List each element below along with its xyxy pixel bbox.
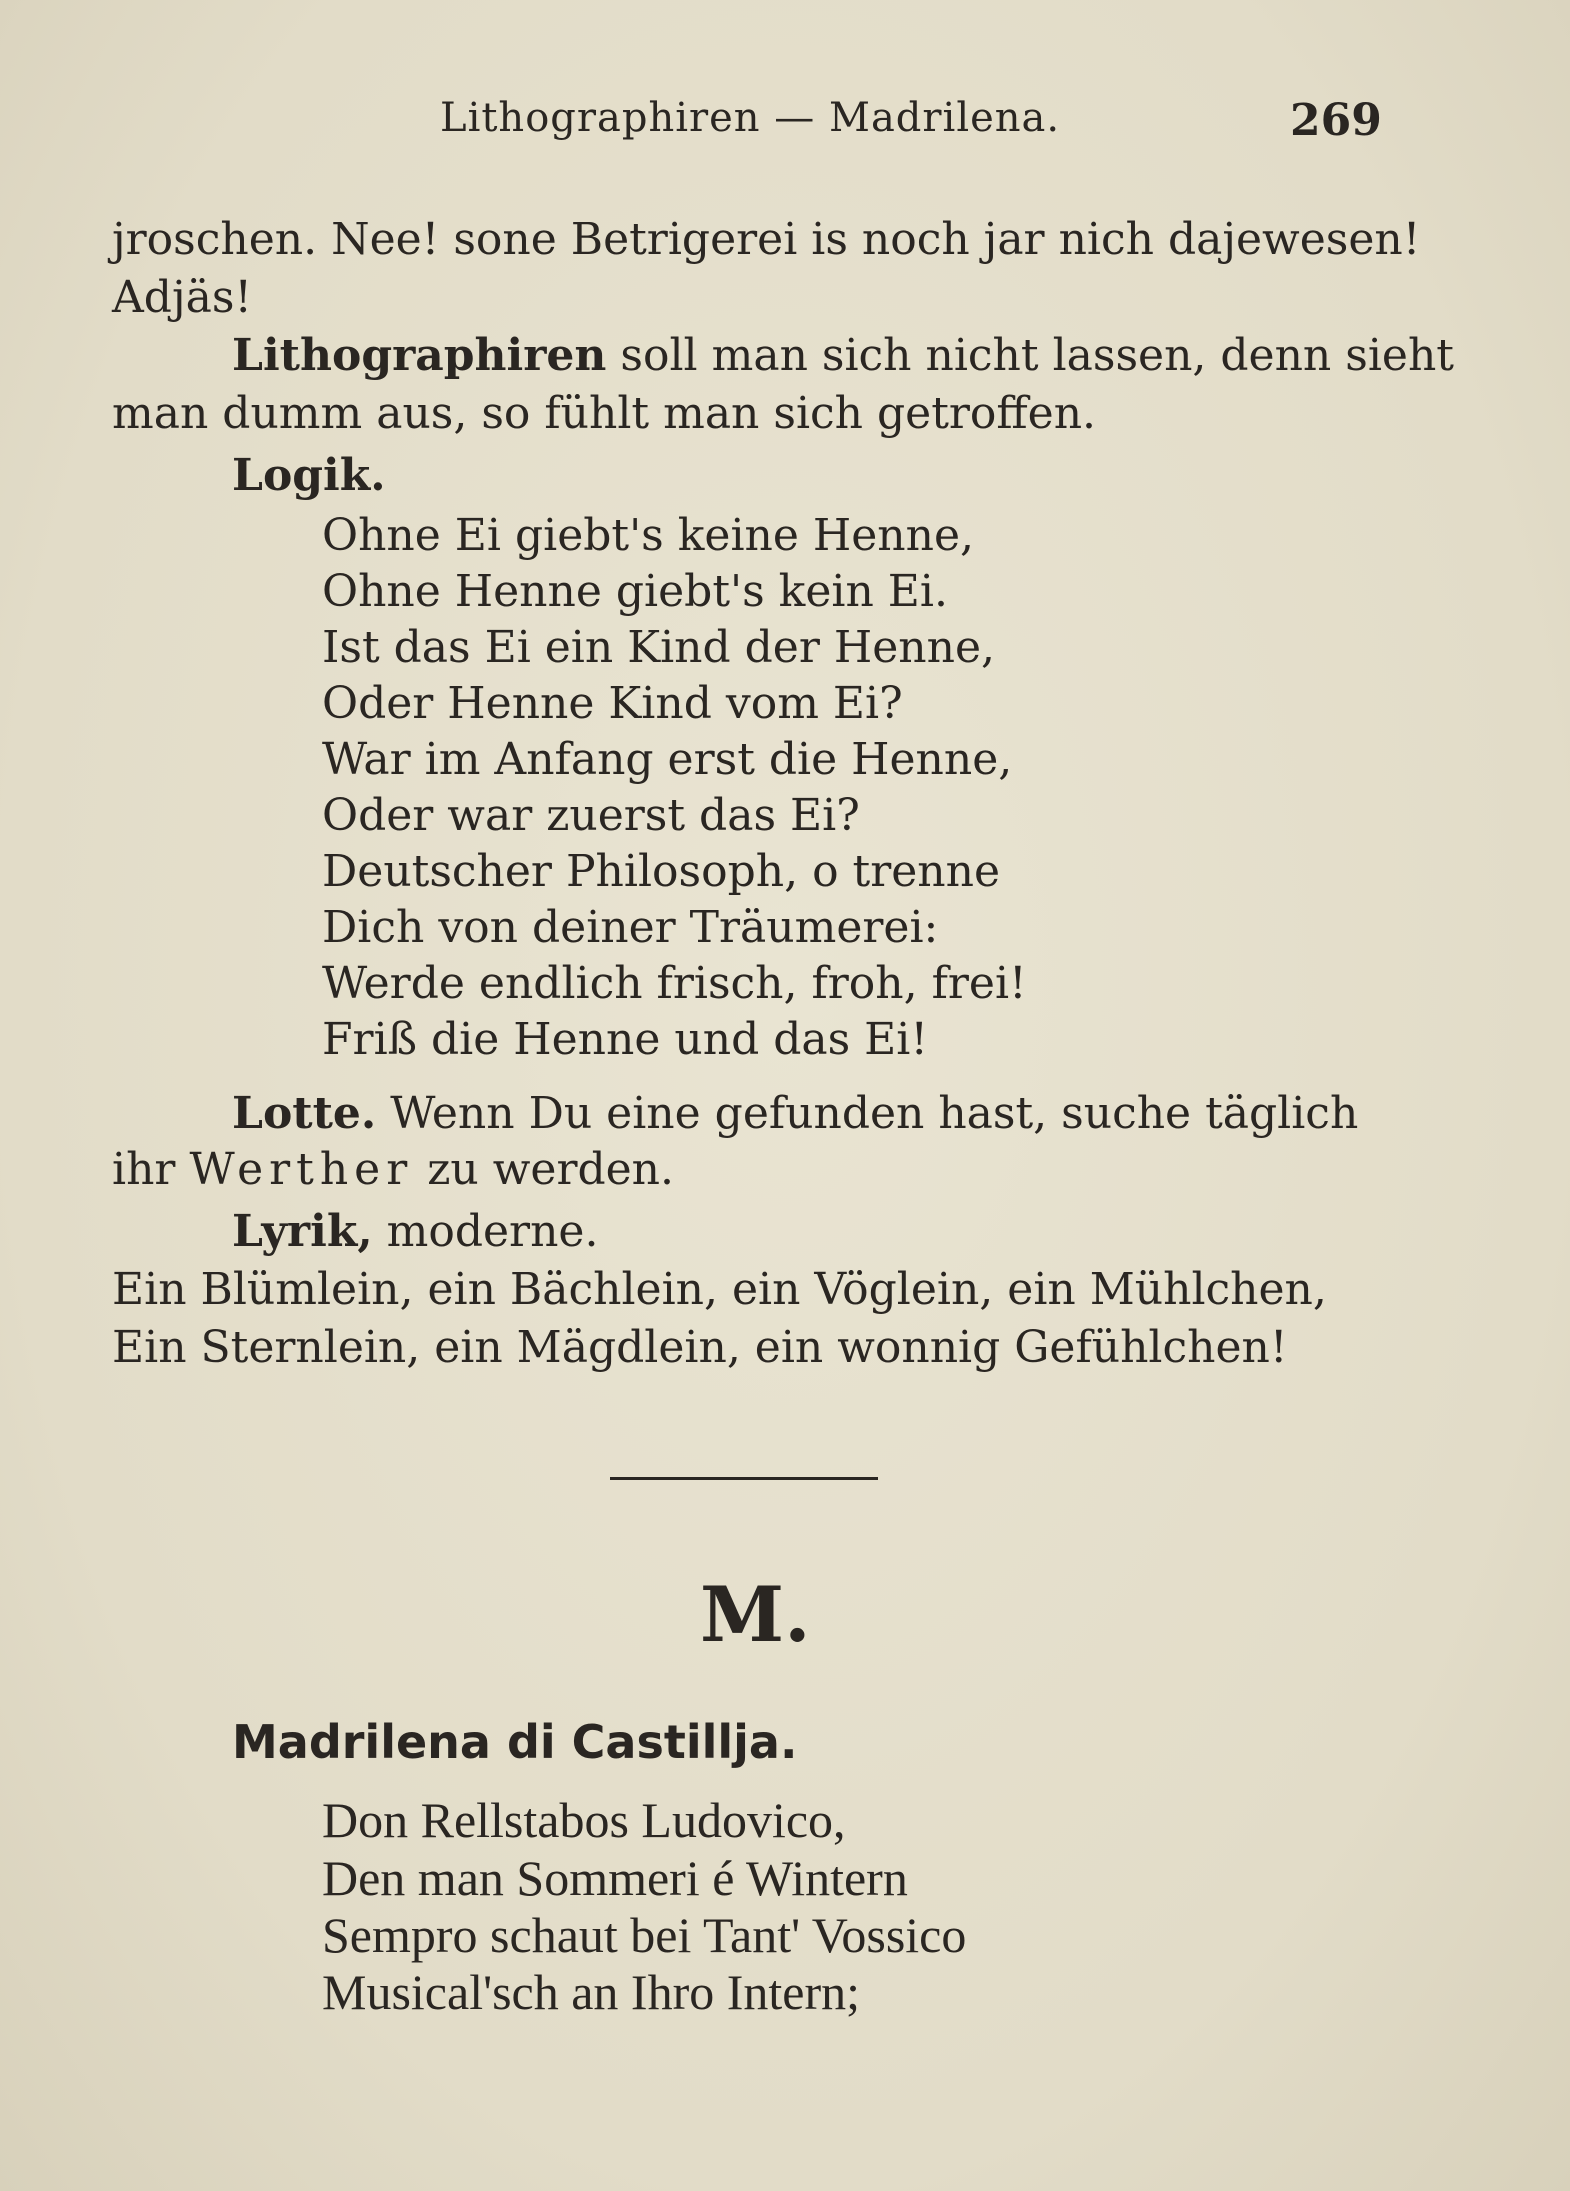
entry-text: ihr [112,1144,190,1195]
running-header [0,95,1570,155]
body-line: Adjäs! [112,272,253,323]
entry-logik-head: Logik. [232,450,386,501]
entry-madrilena-title: Madrilena di Castillja. [232,1715,798,1769]
section-letter: M. [700,1570,811,1659]
entry-head: Lyrik, [232,1206,373,1257]
entry-head: Lotte. [232,1088,377,1139]
poem-line: Oder Henne Kind vom Ei? [322,678,903,729]
poem-line: Werde endlich frisch, froh, frei! [322,958,1027,1009]
poem-line: Sempro schaut bei Tant' Vossico [322,1907,967,1963]
poem-line: Friß die Henne und das Ei! [322,1014,929,1065]
entry-lotte [232,1086,1358,1142]
body-line: jroschen. Nee! sone Betrigerei is noch jar nich dajewesen! [112,214,1421,265]
entry-text-line [112,1142,674,1198]
entry-head: Lithographiren [232,330,607,381]
entry-text: soll man sich nicht lassen, denn sieht [606,330,1454,381]
poem-line: Oder war zuerst das Ei? [322,790,860,841]
entry-text: moderne. [372,1206,599,1257]
spaced-word: Werther [189,1144,414,1195]
poem-line: Ist das Ei ein Kind der Henne, [322,622,995,673]
poem-line: Ein Blümlein, ein Bächlein, ein Vöglein, ein Mühlchen, [112,1264,1327,1315]
poem-line: Musical'sch an Ihro Intern; [322,1964,861,2020]
entry-lithographiren [232,328,1454,384]
header-title: Lithographiren — Madrilena. [440,95,1061,141]
entry-text-line: man dumm aus, so fühlt man sich getroffen. [112,388,1097,439]
poem-line: Ohne Ei giebt's keine Henne, [322,510,974,561]
poem-line: Deutscher Philosoph, o trenne [322,846,1001,897]
page-number: 269 [1290,95,1382,146]
poem-line: Dich von deiner Träumerei: [322,902,939,953]
poem-line: Ein Sternlein, ein Mägdlein, ein wonnig Gefühlchen! [112,1322,1288,1373]
poem-line: Ohne Henne giebt's kein Ei. [322,566,948,617]
poem-line: War im Anfang erst die Henne, [322,734,1013,785]
poem-line: Den man Sommeri é Wintern [322,1850,908,1906]
section-divider [610,1477,878,1480]
poem-line: Don Rellstabos Ludovico, [322,1792,846,1848]
entry-text: Wenn Du eine gefunden hast, suche täglich [376,1088,1359,1139]
entry-lyrik [232,1204,598,1260]
entry-text: zu werden. [413,1144,675,1195]
